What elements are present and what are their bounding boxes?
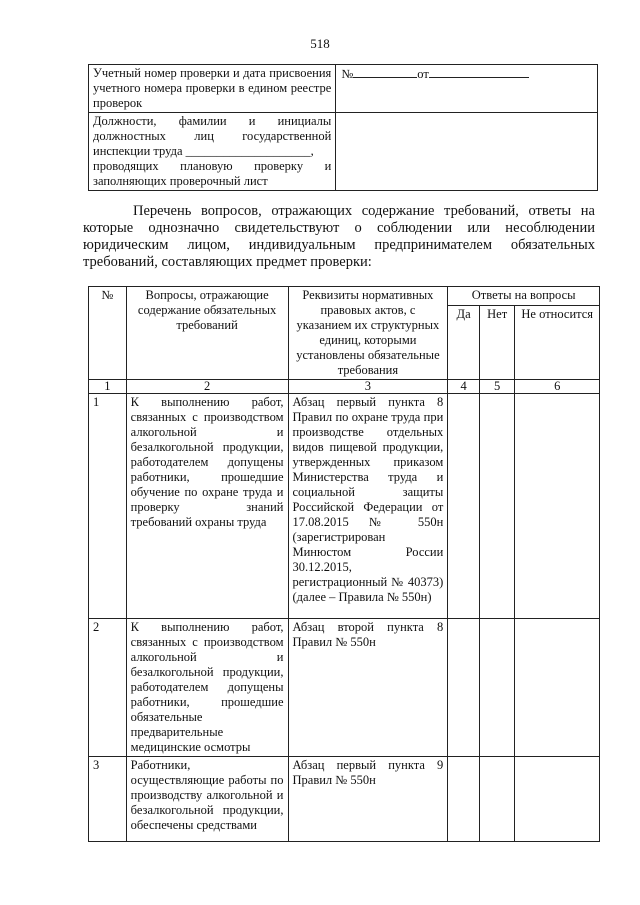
answer-not-applicable-cell[interactable] [515,394,600,619]
answer-yes-cell[interactable] [448,757,480,842]
row-number: 2 [89,619,127,757]
row-number: 3 [89,757,127,842]
officials-value [336,113,598,191]
index-cell: 4 [448,380,480,394]
header-not-applicable: Не относится [515,306,600,380]
header-yes: Да [448,306,480,380]
officials-line: проводящих плановую проверку и [93,159,332,173]
row-requisites: Абзац первый пункта 9 Правил № 550н [288,757,448,842]
officials-line: Должности, фамилии и инициалы [93,114,332,128]
page-number: 518 [310,36,330,51]
checklist-table [88,286,600,842]
intro-paragraph [83,203,595,271]
index-cell: 6 [515,380,600,394]
registry-date-line [429,66,529,78]
header-answers: Ответы на вопросы [448,287,600,306]
index-cell: 3 [288,380,448,394]
row-question: К выполнению работ, связанных с производством алкогольной и безалкогольной продукции, работодателем допущены работники, прошедшие обязательные предварительные медицинские осмотры [126,619,288,757]
answer-no-cell[interactable] [479,619,515,757]
answer-not-applicable-cell[interactable] [515,757,600,842]
index-cell: 1 [89,380,127,394]
row-number: 1 [89,394,127,619]
officials-line: заполняющих проверочный лист [93,174,268,188]
registry-label: Учетный номер проверки и дата присвоения учетного номера проверки в едином реестре проверок [89,65,336,113]
table-row [89,757,600,842]
index-cell: 5 [479,380,515,394]
row-requisites: Абзац первый пункта 8 Правил по охране труда при производстве отдельных видов пищевой продукции, утвержденных приказом Министерства труда и социальной защиты Российской Федерации от 17.08.2015 № 550н (зарегистрирован Минюстом России 30.12.2015, регистрационный № 40373) (далее – Правила № 550н) [288,394,448,619]
row-question: Работники, осуществляющие работы по производству алкогольной и безалкогольной продукции, обеспечены средствами [126,757,288,842]
row-requisites: Абзац второй пункта 8 Правил № 550н [288,619,448,757]
officials-row [89,113,598,191]
registry-number-prefix: № [341,67,354,81]
header-num: № [89,287,127,380]
intro-text: Перечень вопросов, отражающих содержание требований, ответы на которые однозначно свидетельствуют о соблюдении или несоблюдении юридическим лицом, индивидуальным предпринимателем обязательных требований, составляющих предмет проверки: [83,203,595,270]
table-row [89,394,600,619]
row-question: К выполнению работ, связанных с производством алкогольной и безалкогольной продукции, работодателем допущены работники, прошедшие обучение по охране труда и проверку знаний требований охраны труда [126,394,288,619]
registry-row [89,65,598,113]
header-requisites: Реквизиты нормативных правовых актов, с указанием их структурных единиц, которыми установлены обязательные требования [288,287,448,380]
officials-label [89,113,336,191]
registry-date-prefix: от [417,67,429,81]
index-row [89,380,600,394]
answer-yes-cell[interactable] [448,394,480,619]
officials-line: должностных лиц государственной [93,129,332,143]
inspection-info-table [88,64,598,191]
answer-no-cell[interactable] [479,394,515,619]
answer-not-applicable-cell[interactable] [515,619,600,757]
officials-line: инспекции труда ____________________, [93,144,314,158]
registry-number-line [353,66,417,78]
answer-yes-cell[interactable] [448,619,480,757]
header-questions: Вопросы, отражающие содержание обязательных требований [126,287,288,380]
index-cell: 2 [126,380,288,394]
registry-value [336,65,598,113]
header-no: Нет [479,306,515,380]
table-row [89,619,600,757]
answer-no-cell[interactable] [479,757,515,842]
header-row [89,287,600,306]
